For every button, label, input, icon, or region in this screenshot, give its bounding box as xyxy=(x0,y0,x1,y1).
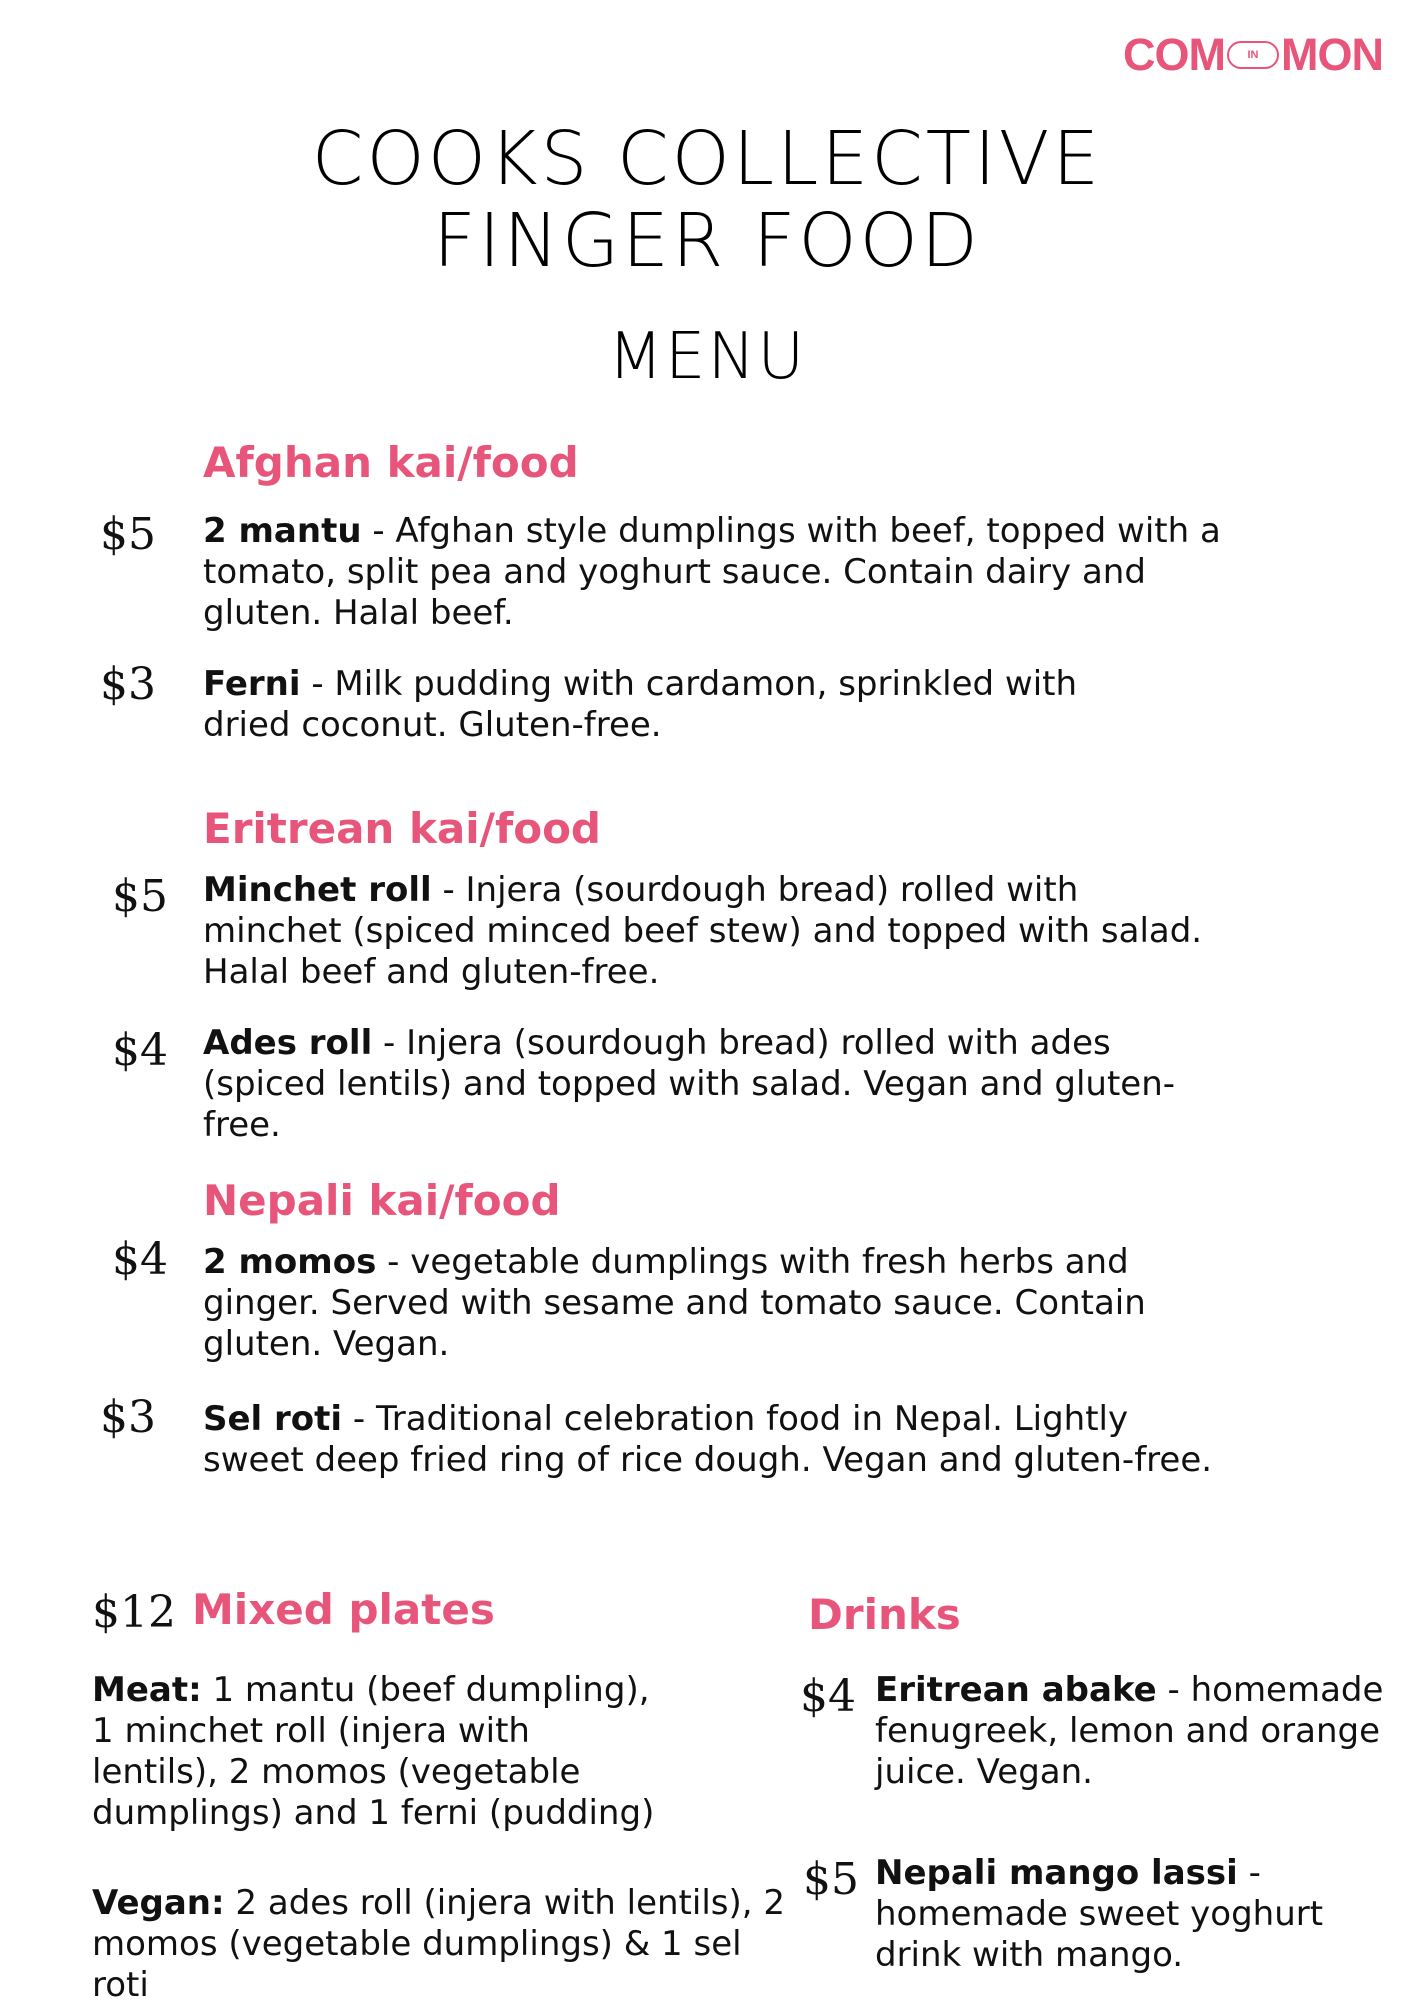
item-desc: - Injera (sourdough bread) rolled with minchet (spiced minced beef stew) and topped with salad. Halal beef and gluten-free. xyxy=(203,870,1203,992)
meat-label: Meat: xyxy=(92,1670,202,1710)
menu-item-ferni xyxy=(203,664,1163,746)
drink-item-abake xyxy=(875,1670,1395,1793)
brand-logo xyxy=(1123,30,1383,80)
section-mixed-plates: Mixed plates xyxy=(192,1585,495,1634)
section-eritrean: Eritrean kai/food xyxy=(203,804,601,853)
item-desc: - Afghan style dumplings with beef, topped with a tomato, split pea and yoghurt sauce. Contain dairy and gluten. Halal beef. xyxy=(203,511,1221,633)
item-desc: - vegetable dumplings with fresh herbs and ginger. Served with sesame and tomato sauce. Contain gluten. Vegan. xyxy=(203,1242,1146,1364)
item-desc: - Injera (sourdough bread) rolled with ades (spiced lentils) and topped with salad. Vegan and gluten-free. xyxy=(203,1023,1176,1145)
drink-name: Eritrean abake xyxy=(875,1670,1157,1710)
meat-text: 1 mantu (beef dumpling), 1 minchet roll (injera with lentils), 2 momos (vegetable dumplings) and 1 ferni (pudding) xyxy=(92,1670,655,1833)
menu-item-momos xyxy=(203,1242,1243,1365)
item-price: $4 xyxy=(112,1025,168,1076)
item-desc: - Milk pudding with cardamon, sprinkled with dried coconut. Gluten-free. xyxy=(203,664,1078,745)
section-afghan: Afghan kai/food xyxy=(203,438,579,487)
drink-desc: - homemade sweet yoghurt drink with mango. xyxy=(875,1853,1324,1975)
mixed-meat xyxy=(92,1670,662,1834)
item-price: $3 xyxy=(100,1392,156,1443)
drink-price: $5 xyxy=(803,1854,859,1905)
mixed-price: $12 xyxy=(92,1587,176,1638)
item-price: $3 xyxy=(100,659,156,710)
item-name: Ferni xyxy=(203,664,301,704)
item-price: $5 xyxy=(100,509,156,560)
section-nepali: Nepali kai/food xyxy=(203,1176,561,1225)
vegan-text: 2 ades roll (injera with lentils), 2 momos (vegetable dumplings) & 1 sel roti xyxy=(92,1883,785,2005)
item-price: $5 xyxy=(112,871,168,922)
menu-item-ades-roll xyxy=(203,1023,1243,1146)
item-name: Ades roll xyxy=(203,1023,373,1063)
item-name: 2 momos xyxy=(203,1242,377,1282)
drink-name: Nepali mango lassi xyxy=(875,1853,1238,1893)
logo-text-left: COM xyxy=(1123,29,1225,80)
drink-desc: - homemade fenugreek, lemon and orange juice. Vegan. xyxy=(875,1670,1384,1792)
drink-price: $4 xyxy=(800,1671,856,1722)
menu-item-minchet-roll xyxy=(203,870,1223,993)
menu-heading: MENU xyxy=(607,320,807,394)
vegan-label: Vegan: xyxy=(92,1883,225,1923)
item-name: 2 mantu xyxy=(203,511,362,551)
item-desc: - Traditional celebration food in Nepal. Lightly sweet deep fried ring of rice dough. Vegan and gluten-free. xyxy=(203,1399,1213,1480)
drink-item-mango-lassi xyxy=(875,1853,1365,1976)
title-line-2: FINGER FOOD xyxy=(433,198,981,284)
logo-text-right: MON xyxy=(1281,29,1383,80)
logo-pill: IN xyxy=(1227,41,1279,69)
item-name: Sel roti xyxy=(203,1399,343,1439)
section-drinks: Drinks xyxy=(808,1590,961,1639)
menu-item-mantu xyxy=(203,511,1263,634)
item-name: Minchet roll xyxy=(203,870,432,910)
mixed-vegan xyxy=(92,1883,792,2006)
title-line-1: COOKS COLLECTIVE xyxy=(311,116,1103,202)
menu-item-sel-roti xyxy=(203,1399,1223,1481)
item-price: $4 xyxy=(112,1234,168,1285)
